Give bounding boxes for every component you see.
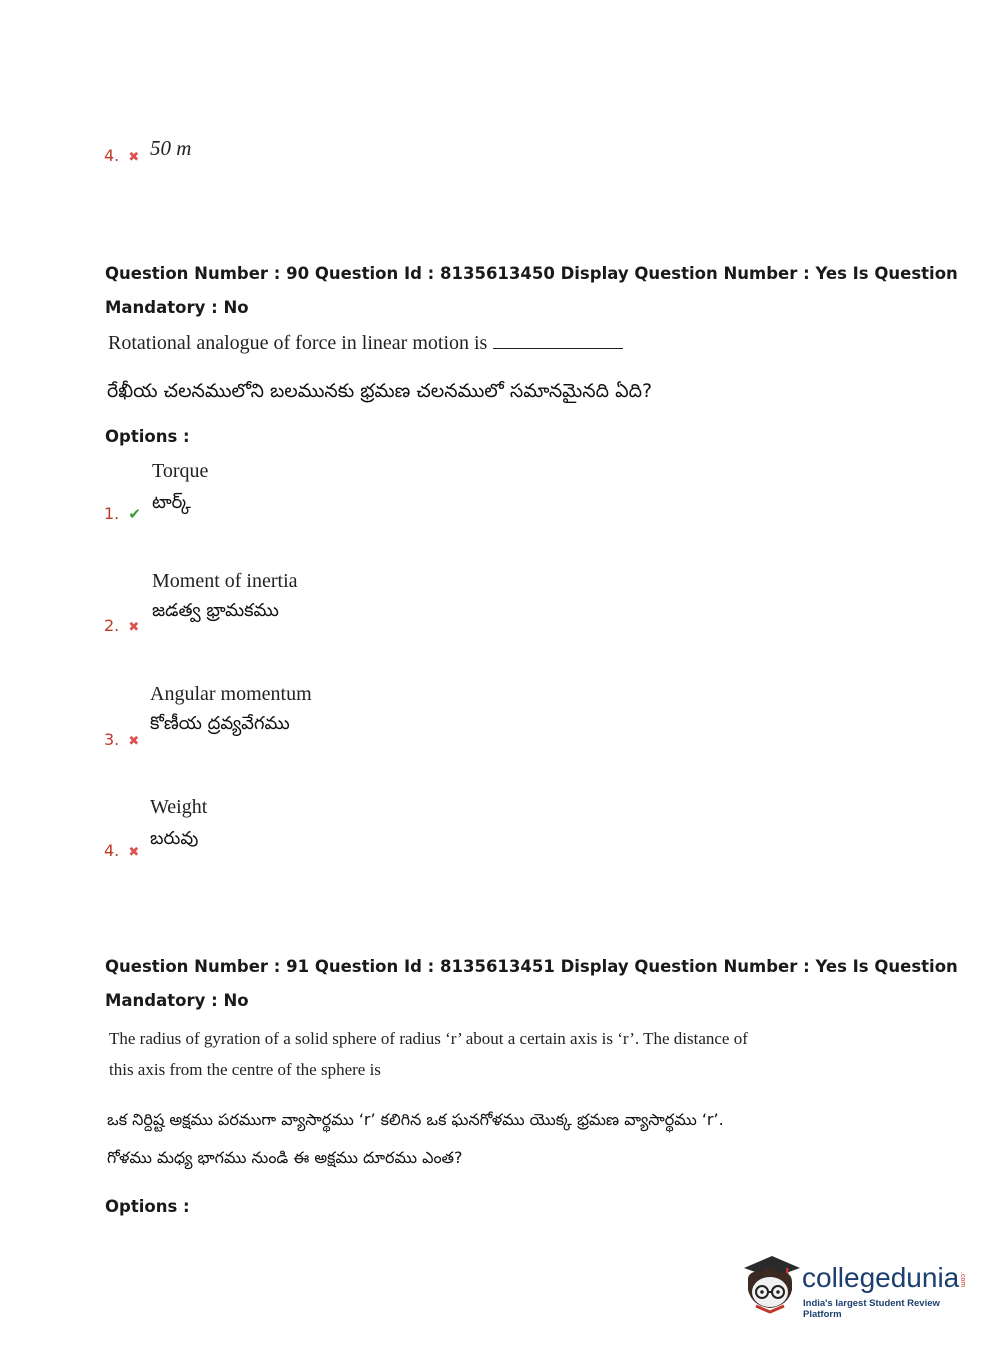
cross-mark-icon: ✖ <box>128 845 140 860</box>
q91-english-line2: this axis from the centre of the sphere is <box>109 1060 381 1079</box>
q90-option-3-en: Angular momentum <box>150 683 312 705</box>
q90-option-4-en: Weight <box>150 796 208 818</box>
q90-option-1-te: టార్క్ <box>152 492 191 513</box>
logo-name: collegedunia <box>802 1262 960 1293</box>
q91-header-line1: Question Number : 91 Question Id : 8135613451 Display Question Number : Yes Is Question <box>105 957 958 976</box>
cross-mark-icon: ✖ <box>128 150 140 165</box>
prev-option-4-text: 50 m <box>150 136 192 160</box>
q90-english-text: Rotational analogue of force in linear motion is <box>108 332 488 354</box>
collegedunia-logo <box>740 1248 972 1320</box>
logo-tagline: India's largest Student Review Platform <box>803 1298 940 1320</box>
prev-option-4 <box>104 146 139 165</box>
q90-option-2-en: Moment of inertia <box>152 570 298 592</box>
option-number: 3. <box>104 730 120 749</box>
mascot-icon <box>740 1250 802 1314</box>
q91-options-label: Options : <box>105 1197 190 1216</box>
logo-superscript: .com <box>959 1272 966 1288</box>
option-number: 4. <box>104 841 120 860</box>
option-number: 1. <box>104 504 120 523</box>
q90-telugu-question: రేఖీయ చలనములోని బలమునకు భ్రమణ చలనములో సమానమైనది ఏది? <box>107 380 653 402</box>
answer-blank <box>493 332 623 349</box>
q90-option-4-marker <box>104 841 139 860</box>
q90-option-1-en: Torque <box>152 460 209 482</box>
q90-option-3-marker <box>104 730 139 749</box>
q91-header-line2: Mandatory : No <box>105 991 249 1010</box>
check-mark-icon: ✔ <box>128 505 141 523</box>
option-number: 2. <box>104 616 120 635</box>
cross-mark-icon: ✖ <box>128 620 140 635</box>
q90-option-4-te: బరువు <box>150 828 199 849</box>
q90-option-2-te: జడత్వ భ్రామకము <box>152 600 279 621</box>
q90-english-question <box>108 332 623 355</box>
q91-telugu-line2: గోళము మధ్య భాగము నుండి ఈ అక్షము దూరము ఎంత? <box>107 1148 463 1167</box>
q91-telugu-line1: ఒక నిర్దిష్ట అక్షము పరముగా వ్యాసార్థము ‘r’ కలిగిన ఒక ఘనగోళము యొక్క భ్రమణ వ్యాసార్థము ‘r’. <box>107 1110 724 1129</box>
q90-option-2-marker <box>104 616 139 635</box>
option-number: 4. <box>104 146 120 165</box>
q90-options-label: Options : <box>105 427 190 446</box>
q91-english-line1: The radius of gyration of a solid sphere of radius ‘r’ about a certain axis is ‘r’. The distance of <box>109 1029 748 1048</box>
q90-option-1-marker <box>104 504 141 523</box>
q90-header-line1: Question Number : 90 Question Id : 8135613450 Display Question Number : Yes Is Question <box>105 264 958 283</box>
q90-header-line2: Mandatory : No <box>105 298 249 317</box>
q90-option-3-te: కోణీయ ద్రవ్యవేగము <box>150 713 290 734</box>
cross-mark-icon: ✖ <box>128 734 140 749</box>
